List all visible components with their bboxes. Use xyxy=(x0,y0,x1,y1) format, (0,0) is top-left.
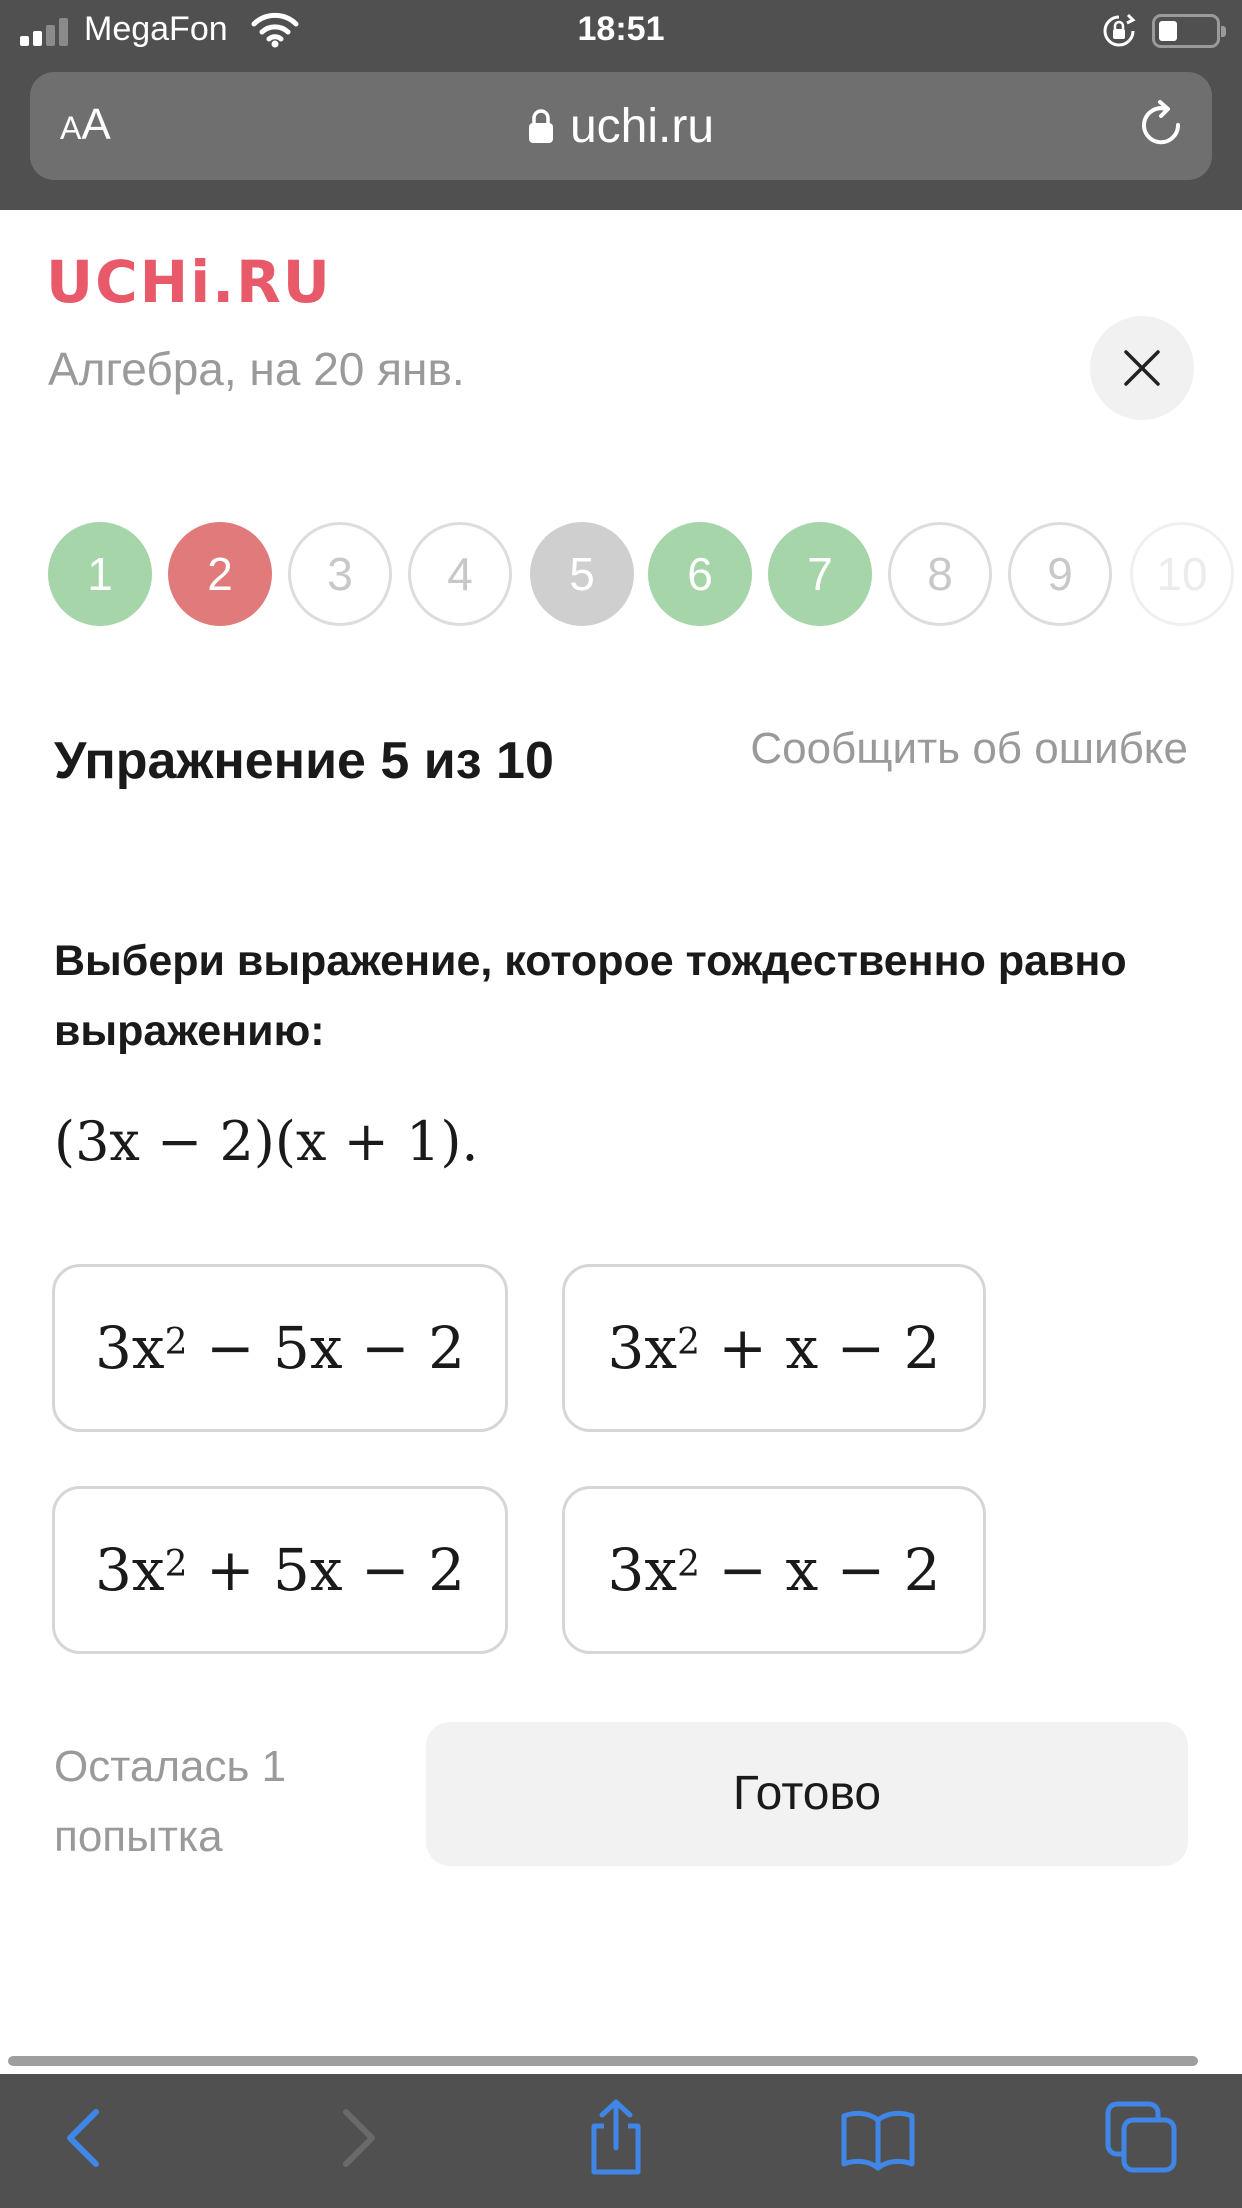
back-icon[interactable] xyxy=(46,2098,126,2178)
share-icon[interactable] xyxy=(576,2098,656,2178)
step-4[interactable]: 4 xyxy=(408,522,512,626)
exercise-progress xyxy=(48,522,1208,630)
lock-icon xyxy=(528,108,554,144)
answer-option-3[interactable] xyxy=(52,1486,508,1654)
step-5[interactable]: 5 xyxy=(530,522,634,626)
rotation-lock-icon xyxy=(1102,14,1136,48)
question-text: Выбери выражение, которое тождественно равно выражению: xyxy=(54,937,1127,1055)
report-error-link[interactable]: Сообщить об ошибке xyxy=(750,724,1188,773)
option-coef: 3x xyxy=(607,1536,678,1604)
tabs-icon[interactable] xyxy=(1102,2098,1182,2178)
url-text[interactable]: uchi.ru xyxy=(569,99,715,153)
address-bar[interactable] xyxy=(30,72,1212,180)
battery-icon xyxy=(1152,14,1220,48)
option-coef: 3x xyxy=(95,1314,165,1382)
browser-top-chrome xyxy=(0,0,1242,210)
forward-icon[interactable] xyxy=(316,2098,396,2178)
option-rest: + 5x − 2 xyxy=(187,1536,465,1604)
step-7[interactable]: 7 xyxy=(768,522,872,626)
bookmarks-icon[interactable] xyxy=(838,2098,918,2178)
step-3[interactable]: 3 xyxy=(288,522,392,626)
status-time: 18:51 xyxy=(577,10,665,48)
answer-option-1[interactable] xyxy=(52,1264,508,1432)
horizontal-scrollbar[interactable] xyxy=(8,2056,1198,2066)
carrier-name: MegaFon xyxy=(84,10,228,48)
option-exponent: 2 xyxy=(164,1543,188,1585)
option-coef: 3x xyxy=(95,1536,165,1604)
given-expression: (3x − 2)(x + 1). xyxy=(54,1110,479,1173)
step-6[interactable]: 6 xyxy=(648,522,752,626)
answer-option-2[interactable] xyxy=(562,1264,986,1432)
close-icon xyxy=(1122,348,1162,388)
option-rest: − 5x − 2 xyxy=(187,1314,465,1382)
step-10[interactable]: 10 xyxy=(1130,522,1234,626)
step-9[interactable]: 9 xyxy=(1008,522,1112,626)
attempts-remaining: Осталась 1 попытка xyxy=(54,1742,287,1861)
uchi-logo[interactable]: UCHi.RU xyxy=(46,248,332,316)
status-bar xyxy=(0,0,1242,62)
step-2[interactable]: 2 xyxy=(168,522,272,626)
done-button[interactable]: Готово xyxy=(426,1722,1188,1866)
option-exponent: 2 xyxy=(677,1321,700,1363)
subject-date: Алгебра, на 20 янв. xyxy=(48,343,465,395)
option-coef: 3x xyxy=(607,1314,678,1382)
step-8[interactable]: 8 xyxy=(888,522,992,626)
close-button[interactable] xyxy=(1090,316,1194,420)
option-rest: − x − 2 xyxy=(699,1536,941,1604)
option-rest: + x − 2 xyxy=(699,1314,941,1382)
exercise-title: Упражнение 5 из 10 xyxy=(54,732,554,790)
option-exponent: 2 xyxy=(677,1543,700,1585)
option-exponent: 2 xyxy=(164,1321,188,1363)
answer-option-4[interactable] xyxy=(562,1486,986,1654)
text-size-button[interactable]: AA xyxy=(60,100,111,149)
step-1[interactable]: 1 xyxy=(48,522,152,626)
reload-icon[interactable] xyxy=(1134,98,1188,152)
browser-toolbar xyxy=(0,2074,1242,2208)
